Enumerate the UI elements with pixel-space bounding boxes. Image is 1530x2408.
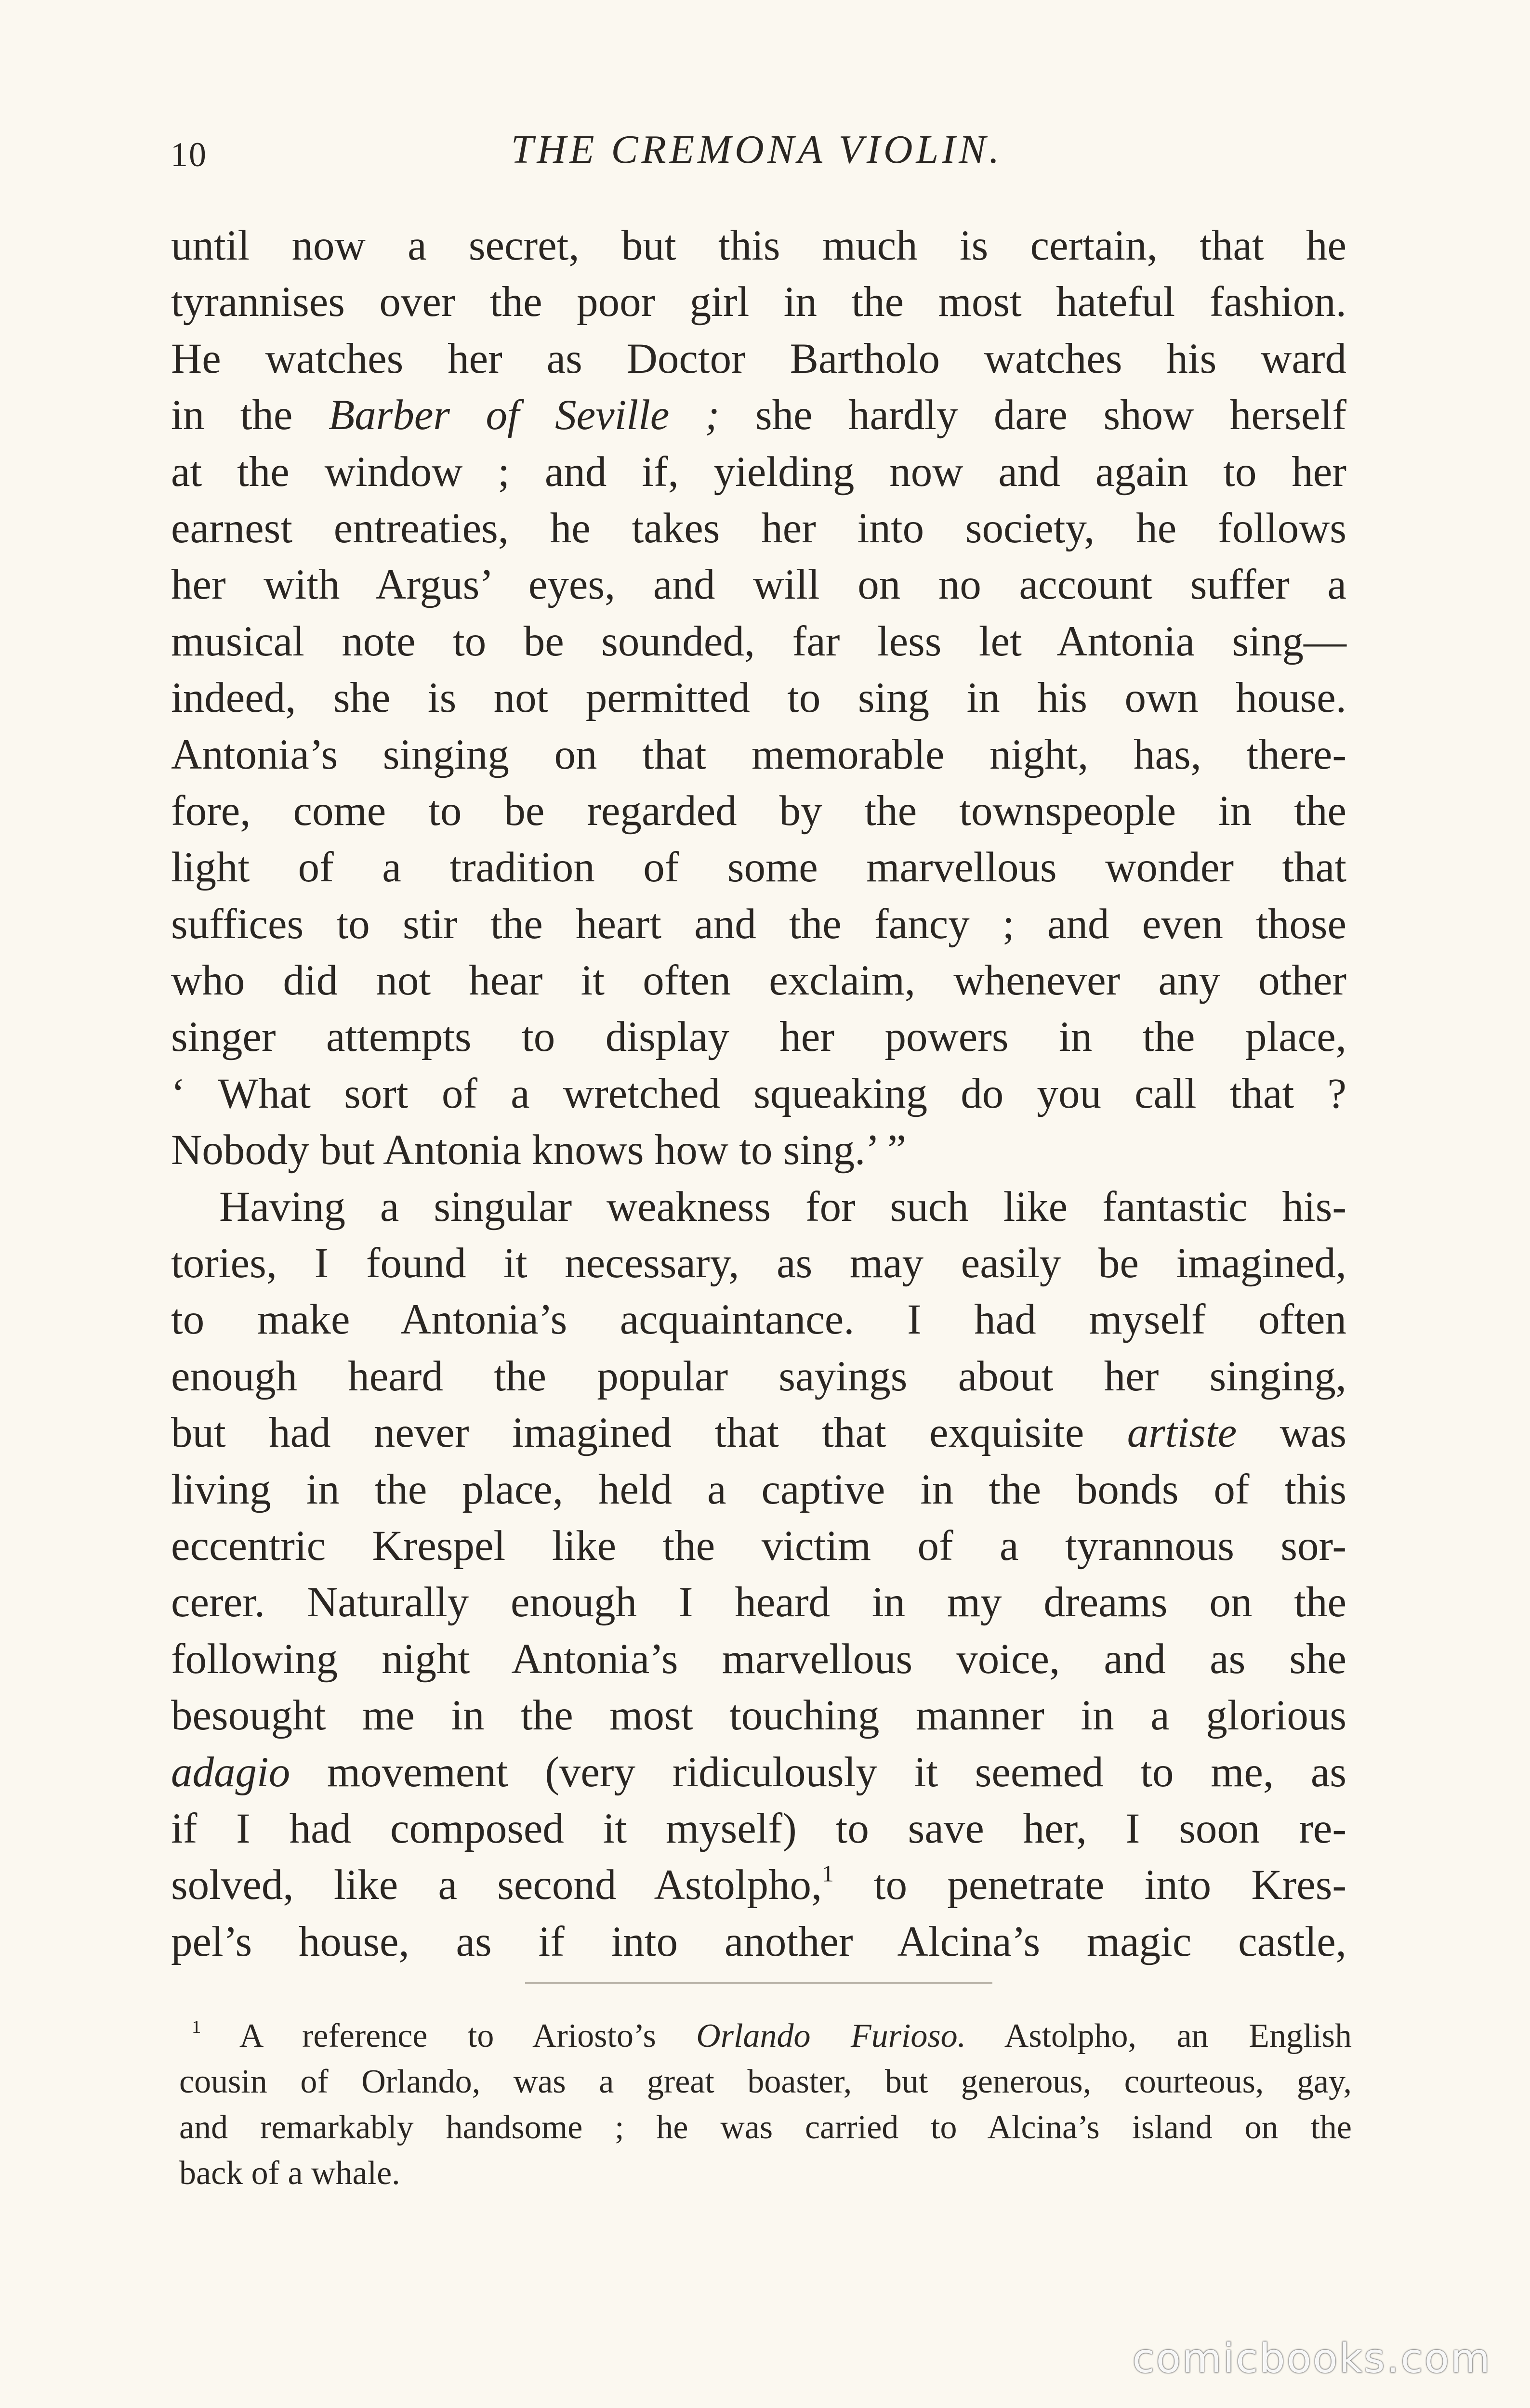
footnote-line: $^1$ A reference to Ariosto’s Orlando Furioso. Astolpho, an English — [192, 2017, 1352, 2055]
text-line: to make Antonia’s acquaintance. I had myself often — [171, 1296, 1346, 1344]
page-header — [167, 126, 1347, 179]
text-line: eccentric Krespel like the victim of a tyrannous sor- — [171, 1522, 1346, 1570]
body-text — [171, 218, 1346, 1970]
text-line: light of a tradition of some marvellous wonder that — [171, 844, 1346, 891]
footnote-divider — [525, 1982, 992, 1984]
footnote-marker: 1 — [822, 1860, 834, 1887]
text-line: musical note to be sounded, far less let Antonia sing— — [171, 617, 1346, 665]
text-line: Antonia’s singing on that memorable night, has, there- — [171, 731, 1346, 778]
footnote-marker: 1 — [192, 2017, 201, 2038]
text-line: enough heard the popular sayings about her singing, — [171, 1352, 1346, 1400]
text-line: indeed, she is not permitted to sing in his own house. — [171, 674, 1346, 722]
text-line: her with Argus’ eyes, and will on no account suffer a — [171, 561, 1346, 609]
text-line: Nobody but Antonia knows how to sing.’ ” — [171, 1126, 907, 1174]
text-line: ‘ What sort of a wretched squeaking do you call that ? — [171, 1070, 1346, 1117]
text-line: at the window ; and if, yielding now and again to her — [171, 448, 1346, 496]
text-line: living in the place, held a captive in the bonds of this — [171, 1466, 1346, 1513]
text-line: fore, come to be regarded by the townspeople in the — [171, 787, 1346, 835]
text-line: cerer. Naturally enough I heard in my dreams on the — [171, 1579, 1346, 1626]
text-line: earnest entreaties, he takes her into society, he follows — [171, 504, 1346, 552]
running-title: THE CREMONA VIOLIN. — [511, 127, 1003, 172]
text-line: adagio movement (very ridiculously it seemed to me, as — [171, 1748, 1346, 1796]
text-line: tories, I found it necessary, as may easily be imagined, — [171, 1240, 1346, 1287]
text-line: suffices to stir the heart and the fancy ; and even those — [171, 900, 1346, 948]
footnote-line: and remarkably handsome ; he was carried to Alcina’s island on the — [179, 2109, 1352, 2146]
page-number: 10 — [171, 135, 207, 174]
text-line: if I had composed it myself) to save her, I soon re- — [171, 1805, 1346, 1852]
text-line: who did not hear it often exclaim, whenever any other — [171, 957, 1346, 1005]
italic-phrase: Orlando Furioso. — [696, 2017, 966, 2055]
watermark: comicbooks.com — [1132, 2335, 1491, 2382]
text-line: but had never imagined that that exquisite artiste was — [171, 1409, 1346, 1457]
text-line: pel’s house, as if into another Alcina’s magic castle, — [171, 1918, 1346, 1965]
italic-phrase: artiste — [1127, 1409, 1237, 1457]
footnote-line: back of a whale. — [179, 2155, 400, 2192]
text-line: following night Antonia’s marvellous voice, and as she — [171, 1635, 1346, 1683]
text-line: He watches her as Doctor Bartholo watches his ward — [171, 335, 1346, 382]
text-line: tyrannises over the poor girl in the most hateful fashion. — [171, 278, 1346, 326]
text-line: until now a secret, but this much is certain, that he — [171, 222, 1346, 269]
footnotes — [179, 2013, 1352, 2196]
text-line: besought me in the most touching manner in a glorious — [171, 1692, 1346, 1740]
text-line: solved, like a second Astolpho,$^1$ to penetrate into Kres- — [171, 1860, 1347, 1909]
text-line: Having a singular weakness for such like fantastic his- — [219, 1183, 1346, 1230]
italic-phrase: adagio — [171, 1748, 290, 1796]
italic-phrase: Barber of Seville ; — [328, 392, 720, 439]
footnote-line: cousin of Orlando, was a great boaster, but generous, courteous, gay, — [179, 2063, 1352, 2100]
text-line: in the Barber of Seville ; she hardly dare show herself — [171, 392, 1346, 439]
text-line: singer attempts to display her powers in the place, — [171, 1013, 1346, 1061]
